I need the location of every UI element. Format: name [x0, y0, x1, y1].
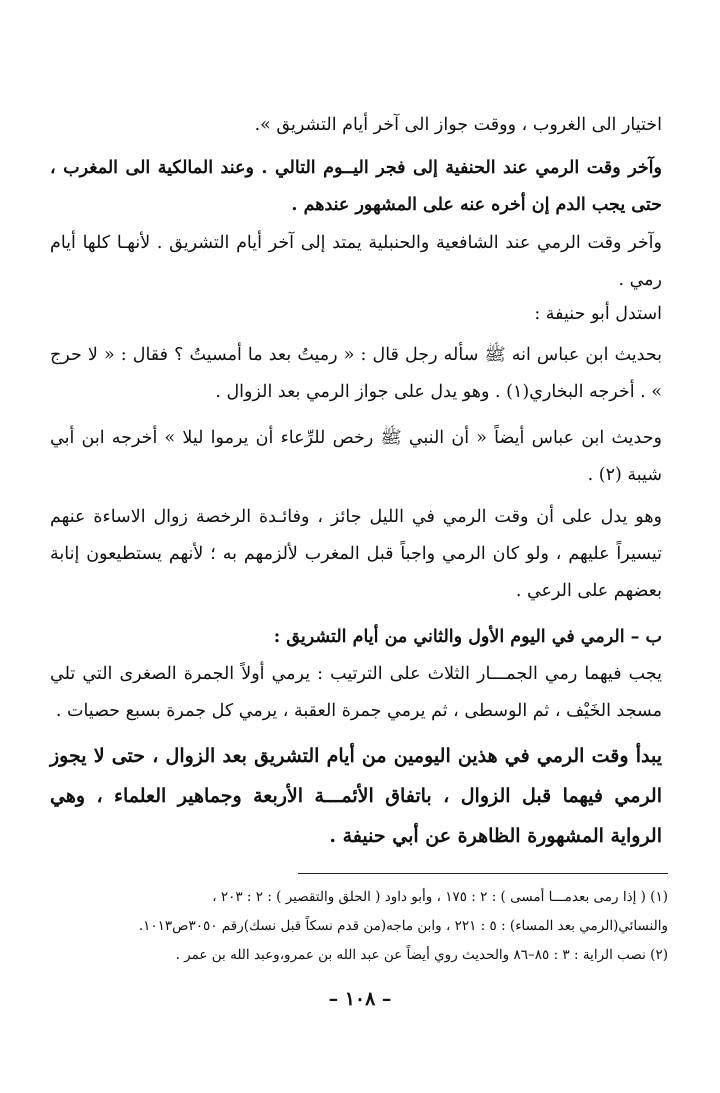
paragraph-4: استدل أبو حنيفة :: [534, 304, 662, 324]
paragraph-6: وحديث ابن عباس أيضاً « أن النبي ﷺ رخص للرِّعاء أن يرموا ليلا » أخرجه ابن أبي شيبة (٢) .: [50, 428, 662, 485]
paragraph-1: اختيار الى الغروب ، ووقت جواز الى آخر أيام التشريق ».: [254, 115, 662, 135]
paragraph-8: يجب فيهما رمي الجمـــار الثلاث على الترتيب : يرمي أولاً الجمرة الصغرى التي تلي مسجد الخَيْف ، ثم الوسطى ، ثم يرمي جمرة العقبة ، يرمي كل جمرة بسبع حصيات .: [50, 664, 662, 721]
footnote-2: (٢) نصب الراية : ٣ : ٨٥–٨٦ والحديث روي أيضاً عن عبد الله بن عمرو،وعبد الله بن عمر .: [175, 947, 668, 963]
footnote-1: (١) ( إذا رمى بعدمـــا أمسى ) : ٢ : ١٧٥ ، وأبو داود ( الحلق والتقصير ) : ٢ : ٢٠٣ ،: [212, 889, 668, 905]
footnote-divider: [298, 873, 668, 874]
paragraph-5: بحديث ابن عباس انه ﷺ سأله رجل قال : « رميتُ بعد ما أمسيتُ ؟ فقال : « لا حرج » . أخرجه البخاري(١) . وهو يدل على جواز الرمي بعد الزوال .: [50, 345, 662, 402]
paragraph-2: وآخر وقت الرمي عند الحنفية إلى فجر اليــوم التالي . وعند المالكية الى المغرب ، حتى يجب الدم إن أخره عنه على المشهور عندهم .: [50, 158, 662, 215]
page-number: – ١٠٨ –: [328, 988, 392, 1010]
paragraph-9: يبدأ وقت الرمي في هذين اليومين من أيام التشريق بعد الزوال ، حتى لا يجوز الرمي فيهما قبل الزوال ، باتفاق الأئمـــة الأربعة وجماهير العلماء ، وهي الرواية المشهورة الظاهرة عن أبي حنيفة .: [50, 745, 662, 847]
footnote-1-cont: والنسائي(الرمي بعد المساء) : ٥ : ٢٢١ ، وابن ماجه(من قدم نسكاً قبل نسك)رقم ٣٠٥٠ص١٠١٣.: [138, 918, 668, 934]
paragraph-3: وآخر وقت الرمي عند الشافعية والحنبلية يمتد إلى آخر أيام التشريق . لأنهـا كلها أيام رمي .: [50, 233, 662, 290]
paragraph-7: وهو يدل على أن وقت الرمي في الليل جائز ، وفائـدة الرخصة زوال الاساءة عنهم تيسيراً عليهم ، ولو كان الرمي واجباً قبل المغرب لألزمهم به ؛ لأنهم يستطيعون إنابة بعضهم على الرعي .: [50, 507, 662, 601]
section-heading: ب – الرمي في اليوم الأول والثاني من أيام التشريق :: [273, 627, 662, 647]
